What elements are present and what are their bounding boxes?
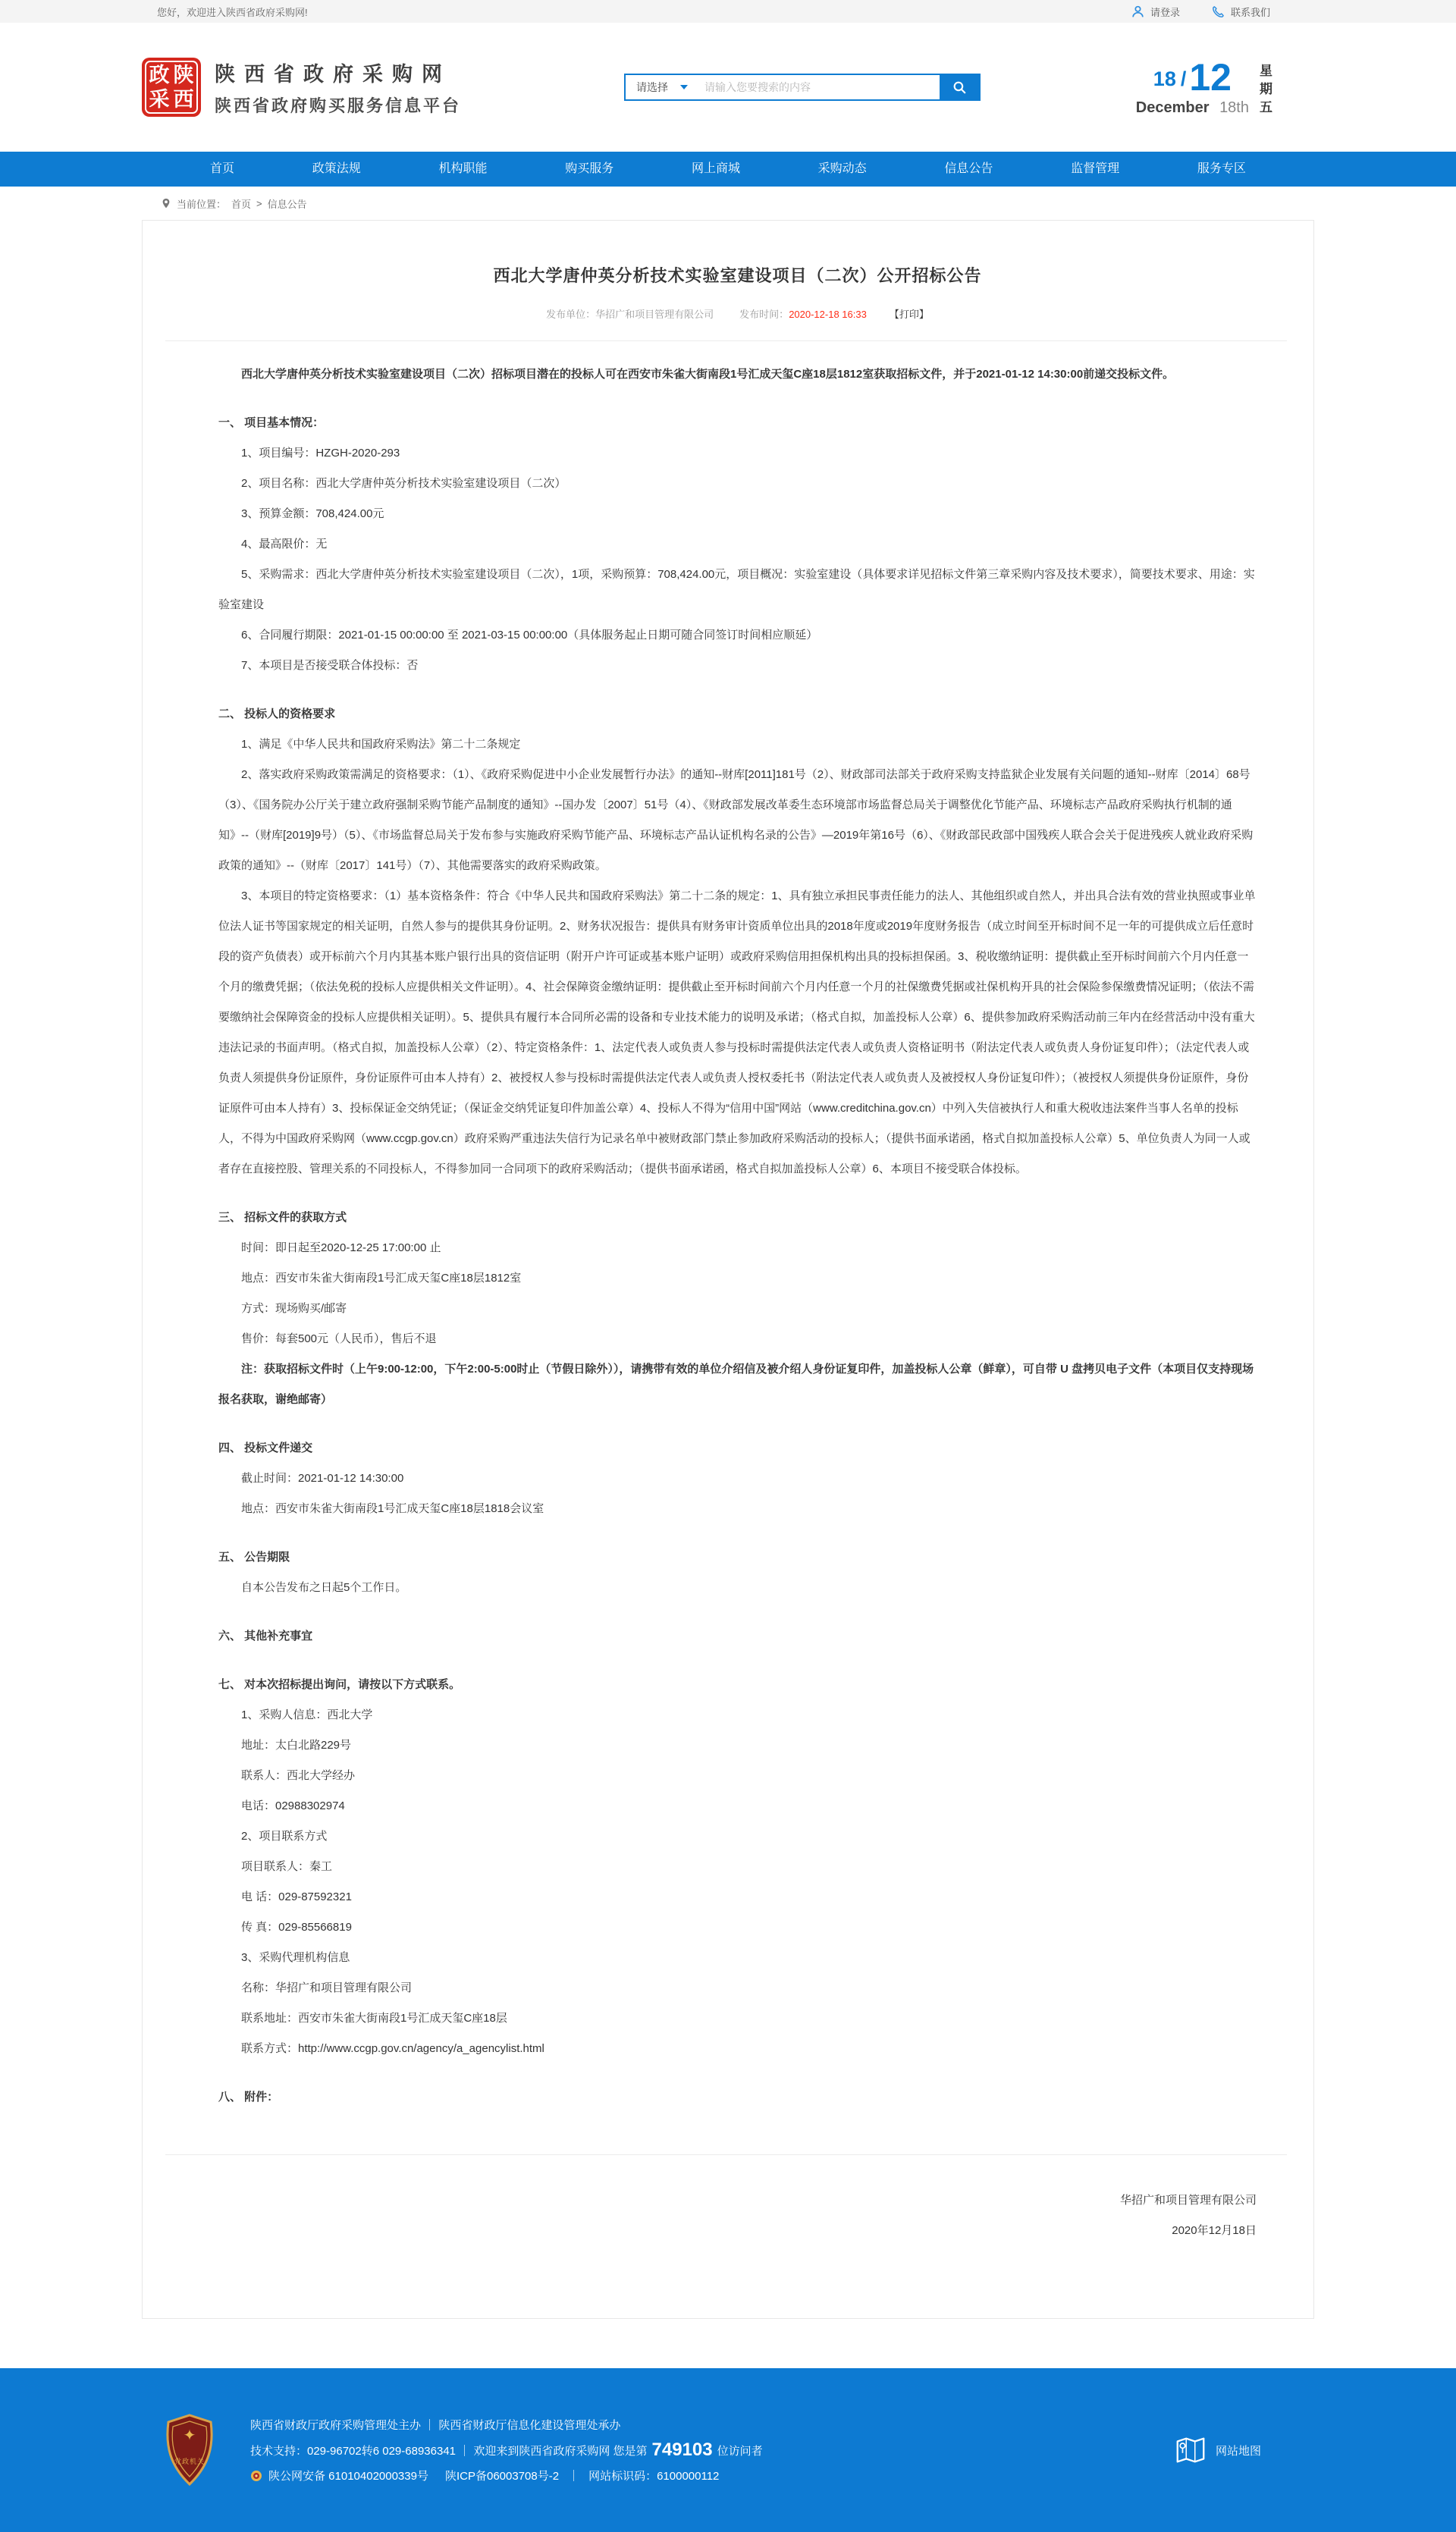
logo-char: 陕 (173, 63, 194, 86)
breadcrumb-label: 当前位置： (177, 198, 227, 210)
logo-char: 西 (173, 87, 194, 111)
article-paragraph: 项目联系人：秦工 (241, 1860, 333, 1873)
emblem-star-icon: ✦ (183, 2427, 196, 2444)
nav-item[interactable]: 网上商城 (691, 162, 740, 175)
article-paragraph: 注：获取招标文件时（上午9:00-12:00，下午2:00-5:00时止（节假日除外）），请携带有效的单位介绍信及被介绍人身份证复印件，加盖投标人公章（鲜章），可自带 U 盘拷贝电子文件（本项目仅支持现场报名获取，谢绝邮寄） (218, 1363, 1254, 1406)
phone-icon (1212, 5, 1225, 18)
article-meta (218, 306, 1257, 321)
article-paragraph: 自本公告发布之日起5个工作日。 (241, 1581, 407, 1594)
article-paragraph: 2、落实政府采购政策需满足的资格要求：（1）、《政府采购促进中小企业发展暂行办法》的通知--财库[2011]181号（2）、财政部司法部关于政府采购支持监狱企业发展有关问题的通知--财库〔2014〕68号（3）、《国务院办公厅关于建立政府强制采购节能产品制度的通知》--国办发〔2007〕51号（4）、《财政部发展改革委生态环境部市场监督总局关于调整优化节能产品、环境标志产品政府采购执行机制的通知》--（财库[2019]9号）（5）、《市场监督总局关于发布参与实施政府采购节能产品、环境标志产品认证机构名录的公告》—2019年第16号（6）、《财政部民政部中国残疾人联合会关于促进残疾人就业政府采购政策的通知》--（财库〔2017〕141号）（7）、其他需要落实的政府采购政策。 (218, 768, 1254, 872)
emblem-label: 党政机关 (174, 2458, 205, 2465)
article-paragraph: 一、 项目基本情况： (218, 416, 325, 429)
article-paragraph: 截止时间：2021-01-12 14:30:00 (241, 1472, 404, 1485)
contact-link[interactable] (1212, 5, 1270, 19)
login-label: 请登录 (1150, 6, 1180, 18)
article-paragraph: 地点：西安市朱雀大街南段1号汇成天玺C座18层1812室 (241, 1272, 522, 1285)
nav-item[interactable]: 政策法规 (312, 162, 361, 175)
icp-number: 陕ICP备06003708号-2 (444, 2470, 560, 2483)
article-paragraph: 1、采购人信息：西北大学 (241, 1708, 373, 1721)
breadcrumb-separator: > (256, 197, 262, 209)
main-nav (0, 152, 1456, 187)
party-gov-emblem (163, 2414, 216, 2487)
breadcrumb-current: 信息公告 (267, 198, 307, 210)
article-paragraph: 7、本项目是否接受联合体投标：否 (241, 659, 419, 672)
logo-char: 政 (149, 63, 170, 86)
welcome-text: 您好，欢迎进入陕西省政府采购网! (157, 6, 308, 18)
article-paragraph: 四、 投标文件递交 (218, 1442, 313, 1454)
article-paragraph: 地址：太白北路229号 (241, 1739, 352, 1752)
search-icon (952, 80, 967, 95)
announcement-card (142, 220, 1314, 2319)
nav-item[interactable]: 监督管理 (1071, 162, 1120, 175)
public-security-badge-icon (250, 2470, 262, 2482)
publisher-label: 发布单位： (546, 309, 596, 320)
shield-icon (163, 2414, 216, 2487)
nav-item[interactable]: 机构职能 (438, 162, 488, 175)
signature-divider (165, 2154, 1287, 2155)
site-code: 网站标识码：6100000112 (588, 2470, 720, 2483)
publish-time-label: 发布时间： (739, 309, 789, 320)
site-header (0, 23, 1456, 152)
search-button[interactable] (940, 75, 979, 99)
print-button[interactable]: 【打印】 (889, 309, 929, 320)
weekday-char: 期 (1260, 81, 1272, 96)
article-paragraph: 2、项目联系方式 (241, 1830, 328, 1843)
article-paragraph: 名称：华招广和项目管理有限公司 (241, 1981, 413, 1994)
date-separator: / (1180, 67, 1187, 90)
weekday-char: 星 (1260, 63, 1272, 78)
date-month: 12 (1189, 55, 1232, 99)
site-footer (0, 2368, 1456, 2532)
page-title: 西北大学唐仲英分析技术实验室建设项目（二次）公开招标公告 (493, 266, 982, 285)
article-paragraph: 五、 公告期限 (218, 1551, 290, 1564)
search-input[interactable] (704, 75, 940, 99)
article-paragraph: 联系方式：http://www.ccgp.gov.cn/agency/a_agencylist.html (241, 2042, 544, 2055)
article-paragraph: 八、 附件： (218, 2091, 279, 2104)
visitor-count: 749103 (651, 2439, 713, 2460)
signature-date: 2020年12月18日 (1172, 2224, 1257, 2237)
signature-block (218, 2185, 1257, 2246)
article-paragraph: 售价：每套500元（人民币），售后不退 (241, 1332, 437, 1345)
publisher-value: 华招广和项目管理有限公司 (595, 309, 714, 320)
site-subtitle: 陕西省政府购买服务信息平台 (215, 96, 462, 115)
logo-char: 采 (149, 87, 170, 111)
article-paragraph: 3、预算金额：708,424.00元 (241, 507, 384, 520)
sitemap-label: 网站地图 (1215, 2444, 1261, 2458)
login-link[interactable] (1131, 5, 1180, 19)
nav-item[interactable]: 信息公告 (944, 162, 993, 175)
location-pin-icon (161, 197, 171, 209)
chevron-down-icon (680, 85, 688, 89)
article-paragraph: 电话：02988302974 (241, 1799, 345, 1812)
article-paragraph: 地点：西安市朱雀大街南段1号汇成天玺C座18层1818会议室 (241, 1502, 544, 1515)
article-paragraph: 二、 投标人的资格要求 (218, 708, 336, 720)
article-paragraph: 七、 对本次招标提出询问，请按以下方式联系。 (218, 1678, 461, 1691)
article-body (218, 359, 1257, 2113)
date-month-name: December (1135, 99, 1210, 116)
breadcrumb (0, 187, 1456, 220)
article-paragraph: 3、本项目的特定资格要求：（1）基本资格条件：符合《中华人民共和国政府采购法》第二十二条的规定：1、具有独立承担民事责任能力的法人、其他组织或自然人，并出具合法有效的营业执照或事业单位法人证书等国家规定的相关证明，自然人参与的提供其身份证明。2、财务状况报告：提供具有财务审计资质单位出具的2018年度或2019年度财务报告（成立时间至开标时间不足一年的可提供成立后任意时段的资产负债表）或开标前六个月内其基本账户银行出具的资信证明（附开户许可证或基本账户证明）或政府采购信用担保机构出具的投标担保函。3、税收缴纳证明：提供截止至开标时间前六个月内任意一个月的缴费凭据；（依法免税的投标人应提供相关文件证明）。4、社会保障资金缴纳证明：提供截止至开标时间前六个月内任意一个月的社保缴费凭据或社保机构开具的社会保险参保缴费情况证明；（依法不需要缴纳社会保障资金的投标人应提供相关证明）。5、提供具有履行本合同所必需的设备和专业技术能力的说明及承诺；（格式自拟，加盖投标人公章）6、提供参加政府采购活动前三年内在经营活动中没有重大违法记录的书面声明。（格式自拟，加盖投标人公章）（2）、特定资格条件：1、法定代表人或负责人参与投标时需提供法定代表人或负责人资格证明书（附法定代表人或负责人身份证复印件）；（法定代表人或负责人须提供身份证原件，身份证原件可由本人持有）2、被授权人参与投标时需提供法定代表人或负责人授权委托书（附法定代表人或负责人及被授权人身份证复印件）；（被授权人须提供身份证原件，身份证原件可由本人持有）3、投标保证金交纳凭证；（保证金交纳凭证复印件加盖公章）4、投标人不得为“信用中国”网站（www.creditchina.gov.cn）中列入失信被执行人和重大税收违法案件当事人名单的投标人，不得为中国政府采购网（www.ccgp.gov.cn）政府采购严重违法失信行为记录名单中被财政部门禁止参加政府采购活动的投标人；（提供书面承诺函，格式自拟加盖投标人公章）5、单位负责人为同一人或者存在直接控股、管理关系的不同投标人，不得参加同一合同项下的政府采购活动；（提供书面承诺函，格式自拟加盖投标人公章）6、本项目不接受联合体投标。 (218, 889, 1256, 1175)
contact-label: 联系我们 (1230, 6, 1270, 18)
date-day: 18 (1153, 67, 1176, 90)
top-bar (0, 0, 1456, 23)
article-paragraph: 西北大学唐仲英分析技术实验室建设项目（二次）招标项目潜在的投标人可在西安市朱雀大街南段1号汇成天玺C座18层1812室获取招标文件，并于2021-01-12 14:30:00前递交投标文件。 (241, 368, 1175, 381)
date-day-ordinal: 18th (1219, 99, 1249, 116)
article-paragraph: 联系地址：西安市朱雀大街南段1号汇成天玺C座18层 (241, 2012, 507, 2025)
user-icon (1131, 5, 1144, 18)
article-paragraph: 联系人：西北大学经办 (241, 1769, 356, 1782)
date-weekday (1260, 58, 1272, 115)
visitor-suffix: 位访问者 (717, 2444, 763, 2458)
site-title: 陕西省政府采购网 (215, 63, 451, 86)
publish-time-value: 2020-12-18 16:33 (789, 309, 867, 320)
footer-pipe: ｜ (568, 2470, 580, 2483)
article-paragraph: 4、最高限价：无 (241, 538, 328, 551)
map-icon (1173, 2433, 1208, 2468)
signature-company: 华招广和项目管理有限公司 (1119, 2194, 1257, 2207)
article-paragraph: 六、 其他补充事宜 (218, 1630, 313, 1643)
article-paragraph: 方式：现场购买/邮寄 (241, 1302, 347, 1315)
article-paragraph: 1、满足《中华人民共和国政府采购法》第二十二条规定 (241, 738, 521, 751)
footer-line-support (250, 2439, 763, 2461)
breadcrumb-home[interactable]: 首页 (231, 198, 252, 210)
article-paragraph: 时间：即日起至2020-12-25 17:00:00 止 (241, 1241, 441, 1254)
article-paragraph: 6、合同履行期限：2021-01-15 00:00:00 至 2021-03-15 00:00:00（具体服务起止日期可随合同签订时间相应顺延） (241, 629, 818, 642)
date-widget (1135, 55, 1272, 117)
support-text: 技术支持：029-96702转6 029-68936341 ｜ 欢迎来到陕西省政府采购网 您是第 (250, 2444, 648, 2458)
nav-item[interactable]: 购买服务 (565, 162, 614, 175)
nav-item[interactable]: 采购动态 (817, 162, 867, 175)
search-category-select[interactable] (626, 75, 704, 99)
article-paragraph: 2、项目名称：西北大学唐仲英分析技术实验室建设项目（二次） (241, 477, 566, 490)
footer-line-organizers: 陕西省财政厅政府采购管理处主办 ｜ 陕西省财政厅信息化建设管理处承办 (250, 2419, 621, 2432)
footer-line-registration (250, 2468, 763, 2483)
weekday-char: 五 (1260, 99, 1272, 115)
meta-divider (165, 340, 1287, 341)
article-paragraph: 1、项目编号：HZGH-2020-293 (241, 447, 400, 460)
nav-item[interactable]: 首页 (210, 162, 235, 175)
article-paragraph: 电 话：029-87592321 (241, 1890, 352, 1903)
sitemap-link[interactable] (1173, 2433, 1261, 2468)
article-paragraph: 传 真：029-85566819 (241, 1921, 352, 1934)
beian-number: 陕公网安备 61010402000339号 (268, 2470, 428, 2483)
site-logo[interactable] (142, 58, 201, 117)
article-paragraph: 三、 招标文件的获取方式 (218, 1211, 347, 1224)
search-select-label: 请选择 (636, 81, 669, 93)
nav-item[interactable]: 服务专区 (1197, 162, 1246, 175)
article-paragraph: 5、采购需求：西北大学唐仲英分析技术实验室建设项目（二次），1项，采购预算：708,424.00元，项目概况：实验室建设（具体要求详见招标文件第三章采购内容及技术要求），简要技术要求、用途：实验室建设 (218, 568, 1255, 611)
article-paragraph: 3、采购代理机构信息 (241, 1951, 350, 1964)
search-bar (624, 74, 981, 101)
